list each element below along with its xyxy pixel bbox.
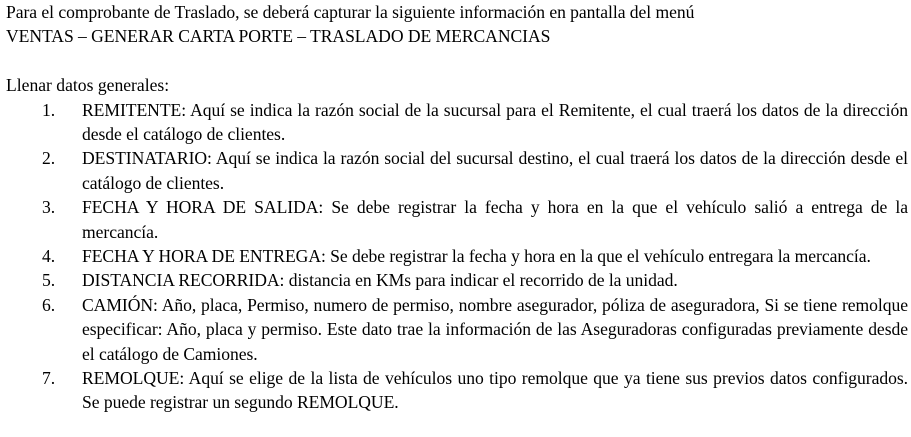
list-item-text: FECHA Y HORA DE SALIDA: Se debe registrar la fecha y hora en la que el vehículo salió a entrega de la mercancía. [82, 197, 908, 242]
list-item-text: DISTANCIA RECORRIDA: distancia en KMs para indicar el recorrido de la unidad. [82, 270, 678, 291]
list-item-number: 1. [42, 99, 56, 120]
list-item-number: 6. [42, 294, 56, 315]
list-item-fecha-salida [6, 195, 908, 244]
list-item-remolque [6, 366, 908, 415]
list-item-text: DESTINATARIO: Aquí se indica la razón social del sucursal destino, el cual traerá los datos de la dirección desde el catálogo de clientes. [82, 148, 908, 193]
list-item-distancia [6, 268, 908, 292]
list-item-text: REMITENTE: Aquí se indica la razón social de la sucursal para el Remitente, el cual traerá los datos de la dirección desde el catálogo de clientes. [82, 99, 908, 145]
list-item-number: 5. [42, 270, 56, 291]
list-item-destinatario [6, 146, 908, 195]
document-page [6, 0, 908, 415]
intro-line-1: Para el comprobante de Traslado, se deberá capturar la siguiente información en pantalla del menú [6, 2, 695, 22]
list-item-text: CAMIÓN: Año, placa, Permiso, numero de permiso, nombre asegurador, póliza de aseguradora, Si se tiene remolque especificar: Año, placa y permiso. Este dato trae la información de las Aseguradoras configuradas previamente desde el catálogo de Camiones. [82, 294, 908, 364]
blank-line [6, 49, 908, 73]
intro-line-2-menu-path: VENTAS – GENERAR CARTA PORTE – TRASLADO DE MERCANCIAS [6, 26, 551, 47]
section-label: Llenar datos generales: [6, 75, 170, 96]
list-item-number: 4. [42, 246, 56, 267]
intro-paragraph [6, 0, 908, 49]
list-item-text: FECHA Y HORA DE ENTREGA: Se debe registrar la fecha y hora en la que el vehículo entregara la mercancía. [82, 246, 871, 267]
list-item-camion [6, 293, 908, 366]
list-item-text: REMOLQUE: Aquí se elige de la lista de vehículos uno tipo remolque que ya tiene sus previos datos configurados. Se puede registrar un segundo REMOLQUE. [82, 368, 908, 413]
list-item-remitente [6, 98, 908, 147]
list-item-number: 7. [42, 368, 56, 389]
list-item-fecha-entrega [6, 244, 908, 268]
list-item-number: 2. [42, 148, 56, 169]
list-item-number: 3. [42, 197, 56, 218]
numbered-list [6, 98, 908, 415]
